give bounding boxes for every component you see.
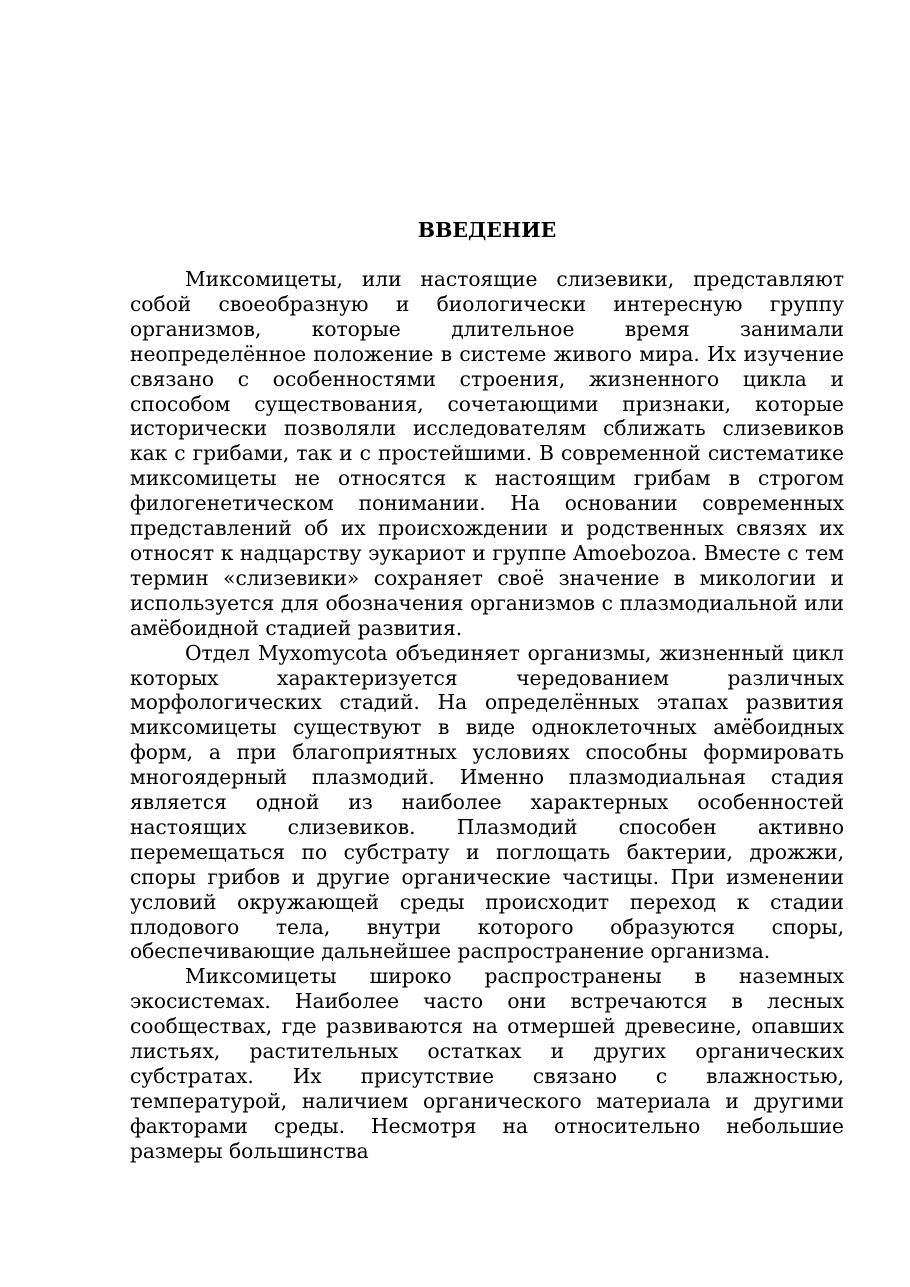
paragraph-myxomycota: Отдел Myxomycota объединяет организмы, жизненный цикл которых характеризуется чередованием различных морфологических стадий. На определённых этапах развития миксомицеты существуют в виде одноклеточных амёбоидных форм, а при благоприятных условиях способны формировать многоядерный плазмодий. Именно плазмодиальная стадия является одной из наиболее характерных особенностей настоящих слизевиков. Плазмодий способен активно перемещаться по субстрату и поглощать бактерии, дрожжи, споры грибов и другие органические частицы. При изменении условий окружающей среды происходит переход к стадии плодового тела, внутри которого образуются споры, обеспечивающие дальнейшее распространение организма. xyxy=(130,640,844,964)
section-heading: ВВЕДЕНИЕ xyxy=(417,218,557,242)
paragraph-distribution: Миксомицеты широко распространены в наземных экосистемах. Наиболее часто они встречаются в лесных сообществах, где развиваются на отмершей древесине, опавших листьях, растительных остатках и других органических субстратах. Их присутствие связано с влажностью, температурой, наличием органического материала и другими факторами среды. Несмотря на относительно небольшие размеры большинства xyxy=(130,964,844,1163)
paragraph-intro: Миксомицеты, или настоящие слизевики, представляют собой своеобразную и биологически интересную группу организмов, которые длительное время занимали неопределённое положение в системе живого мира. Их изучение связано с особенностями строения, жизненного цикла и способом существования, сочетающими признаки, которые исторически позволяли исследователям сближать слизевиков как с грибами, так и с простейшими. В современной систематике миксомицеты не относятся к настоящим грибам в строгом филогенетическом понимании. На основании современных представлений об их происхождении и родственных связях их относят к надцарству эукариот и группе Amoebozoa. Вместе с тем термин «слизевики» сохраняет своё значение в микологии и используется для обозначения организмов с плазмодиальной или амёбоидной стадией развития. xyxy=(130,267,844,640)
document-body xyxy=(130,215,844,1164)
